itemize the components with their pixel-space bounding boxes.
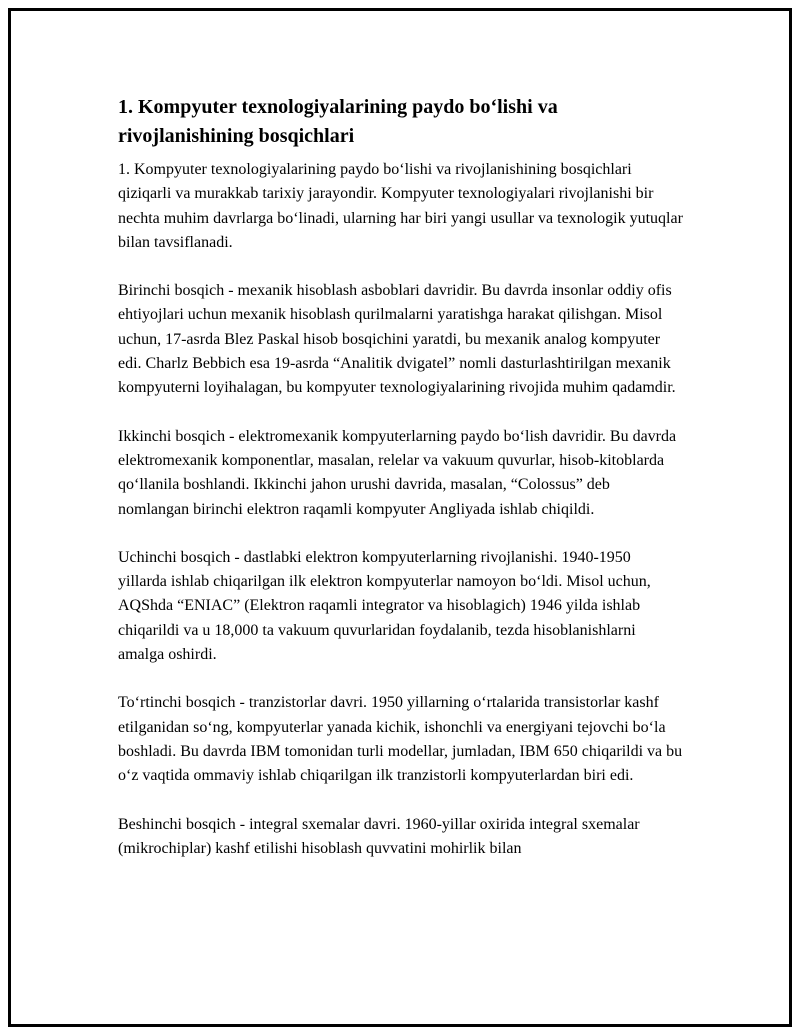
document-content [118,93,683,885]
paragraph-stage-3: Uchinchi bosqich - dastlabki elektron kompyuterlarning rivojlanishi. 1940-1950 yillarda ishlab chiqarilgan ilk elektron kompyuterlar namoyon bo‘ldi. Misol uchun, AQShda “ENIAC” (Elektron raqamli integrator va hisoblagich) 1946 yilda ishlab chiqarildi va u 18,000 ta vakuum quvurlaridan foydalanib, tezda hisoblanishlarni amalga oshirdi. [118,548,651,664]
paragraph-intro: 1. Kompyuter texnologiyalarining paydo bo‘lishi va rivojlanishining bosqichlari qiziqarli va murakkab tarixiy jarayondir. Kompyuter texnologiyalari rivojlanishi bir nechta muhim davrlarga bo‘linadi, ularning har biri yangi usullar va texnologik yutuqlar bilan tavsiflanadi. [118,161,683,251]
paragraph-stage-5: Beshinchi bosqich - integral sxemalar davri. 1960-yillar oxirida integral sxemalar (mikrochiplar) kashf etilishi hisoblash quvvatini mohirlik bilan [118,815,640,857]
paragraph-stage-2: Ikkinchi bosqich - elektromexanik kompyuterlarning paydo bo‘lish davridir. Bu davrda elektromexanik komponentlar, masalan, relelar va vakuum quvurlar, hisob-kitoblarda qo‘llanila boshlandi. Ikkinchi jahon urushi davrida, masalan, “Colossus” deb nomlangan birinchi elektron raqamli kompyuter Angliyada ishlab chiqildi. [118,427,677,518]
document-page [8,8,792,1027]
section-heading: 1. Kompyuter texnologiyalarining paydo bo‘lishi va rivojlanishining bosqichlari [118,96,558,147]
paragraph-stage-4: To‘rtinchi bosqich - tranzistorlar davri. 1950 yillarning o‘rtalarida transistorlar kashf etilganidan so‘ng, kompyuterlar yanada kichik, ishonchli va energiyani tejovchi bo‘la boshladi. Bu davrda IBM tomonidan turli modellar, jumladan, IBM 650 chiqarildi va bu o‘z vaqtida ommaviy ishlab chiqarilgan ilk tranzistorli kompyuterlardan biri edi. [118,694,683,785]
paragraph-stage-1: Birinchi bosqich - mexanik hisoblash asboblari davridir. Bu davrda insonlar oddiy ofis ehtiyojlari uchun mexanik hisoblash qurilmalarni yaratishga harakat qilishgan. Misol uchun, 17-asrda Blez Paskal hisob bosqichini yaratdi, bu mexanik analog kompyuter edi. Charlz Bebbich esa 19-asrda “Analitik dvigatel” nomli dasturlashtirilgan mexanik kompyuterni loyihalagan, bu kompyuter texnologiyalarining rivojida muhim qadamdir. [118,282,676,397]
